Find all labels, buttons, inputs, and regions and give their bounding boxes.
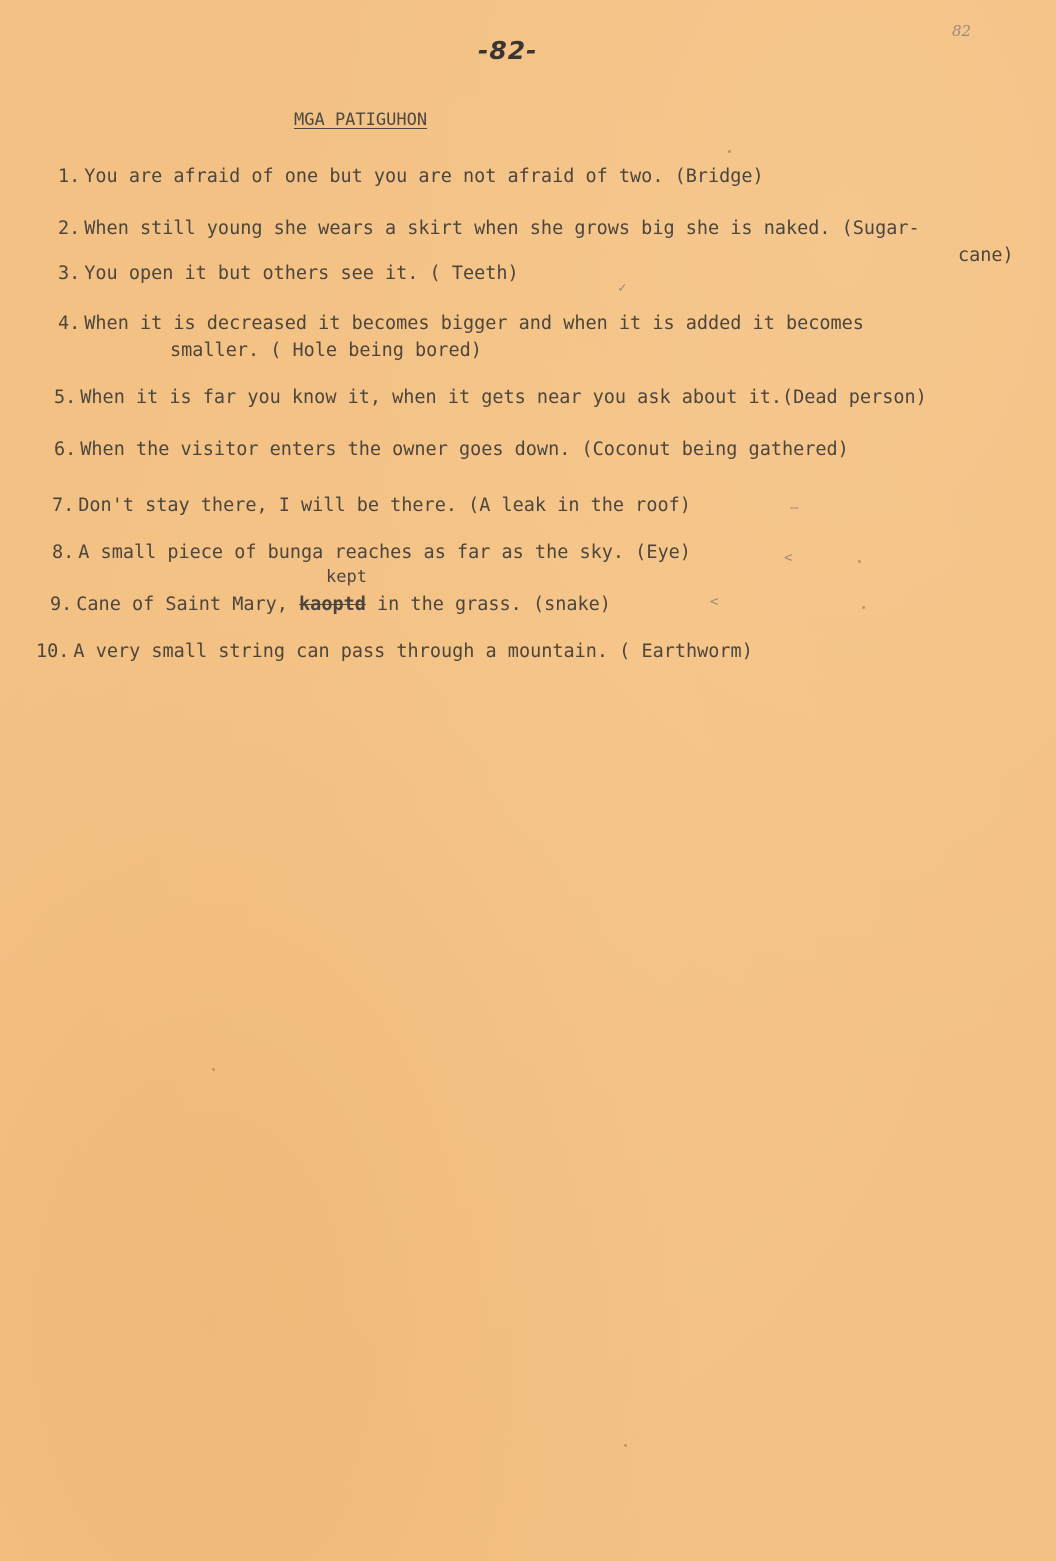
riddle-4 [58, 313, 864, 334]
struck-out-word: kaoptd [299, 594, 366, 615]
riddle-6 [54, 439, 849, 460]
paper-speck [212, 1068, 215, 1071]
riddle-text: Don't stay there, I will be there. (A leak in the roof) [78, 495, 691, 516]
riddle-number: 4. [58, 313, 81, 334]
pencil-tick-mark: — [790, 500, 799, 516]
riddle-1 [58, 166, 764, 187]
riddle-2 [58, 218, 920, 239]
riddle-number: 1. [58, 166, 81, 187]
riddle-7 [52, 495, 691, 516]
riddle-text: You open it but others see it. ( Teeth) [84, 263, 519, 284]
pencil-tick-mark: ✓ [618, 280, 627, 296]
riddle-text-before: Cane of Saint Mary, [76, 594, 288, 615]
handwritten-insertion: kept [326, 567, 367, 587]
riddle-number: 8. [52, 542, 75, 563]
riddle-text: When it is far you know it, when it gets near you ask about it.(Dead person) [80, 387, 927, 408]
handwritten-page-mark: 82 [952, 22, 972, 40]
riddle-number: 9. [50, 594, 73, 615]
document-title: MGA PATIGUHON [294, 110, 428, 130]
riddle-2-continuation: cane) [958, 245, 1014, 266]
paper-speck [728, 150, 731, 153]
riddle-text-after: in the grass. (snake) [377, 594, 611, 615]
riddle-10 [36, 641, 753, 662]
riddle-text: When it is decreased it becomes bigger and when it is added it becomes [84, 313, 864, 334]
riddle-text: When still young she wears a skirt when she grows big she is naked. (Sugar- [84, 218, 920, 239]
riddle-text: A small piece of bunga reaches as far as the sky. (Eye) [78, 542, 691, 563]
riddle-4-continuation: smaller. ( Hole being bored) [170, 340, 482, 361]
riddle-3 [58, 263, 519, 284]
riddle-number: 10. [36, 641, 70, 662]
riddle-text: A very small string can pass through a mountain. ( Earthworm) [73, 641, 753, 662]
riddle-9 [50, 594, 611, 615]
riddle-text: When the visitor enters the owner goes down. (Coconut being gathered) [80, 439, 849, 460]
paper-speck [858, 560, 861, 563]
riddle-number: 2. [58, 218, 81, 239]
riddle-number: 7. [52, 495, 75, 516]
paper-speck [862, 606, 865, 609]
riddle-number: 3. [58, 263, 81, 284]
paper-speck [624, 1444, 627, 1447]
riddle-text: You are afraid of one but you are not afraid of two. (Bridge) [84, 166, 764, 187]
riddle-8 [52, 542, 691, 563]
page-number: -82- [478, 36, 538, 65]
riddle-number: 6. [54, 439, 77, 460]
riddle-number: 5. [54, 387, 77, 408]
pencil-tick-mark: < [710, 594, 719, 610]
pencil-tick-mark: < [784, 550, 793, 566]
riddle-5 [54, 387, 927, 408]
